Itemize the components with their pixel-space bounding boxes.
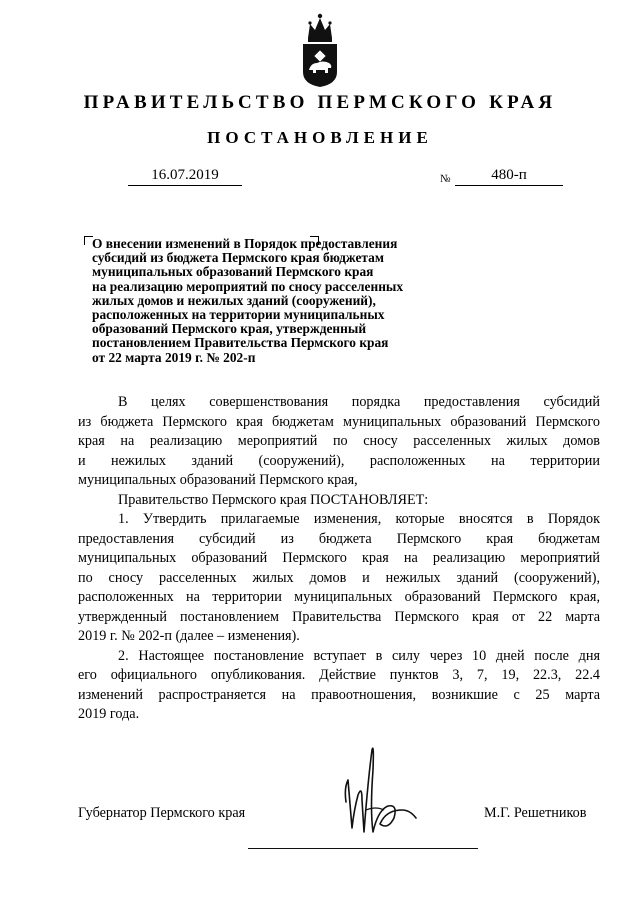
title-line: субсидий из бюджета Пермского края бюджетам	[92, 250, 384, 266]
handwritten-signature	[318, 740, 428, 860]
document-body	[78, 393, 600, 725]
paragraph-preamble	[78, 393, 600, 491]
body-line: 2. Настоящее постановление вступает в силу через 10 дней после дня	[118, 647, 600, 664]
title-line: образований Пермского края, утвержденный	[92, 321, 367, 337]
body-line: предоставления субсидий из бюджета Пермского края бюджетам	[78, 530, 600, 547]
signatory-name: М.Г. Решетников	[484, 805, 587, 821]
document-type: ПОСТАНОВЛЕНИЕ	[207, 128, 433, 147]
paragraph-resolves	[78, 491, 600, 511]
body-line: края на реализацию мероприятий по сносу расселенных жилых домов	[78, 433, 600, 449]
title-line: жилых домов и нежилых зданий (сооружений),	[92, 292, 376, 308]
body-line: по сносу расселенных жилых домов и нежилых зданий (сооружений),	[78, 569, 600, 586]
title-line: на реализацию мероприятий по сносу расселенных	[92, 278, 404, 294]
signatory-position: Губернатор Пермского края	[78, 805, 246, 821]
body-line: его официального опубликования. Действие пунктов 3, 7, 19, 22.3, 22.4	[78, 667, 600, 683]
number-sign: №	[440, 173, 451, 185]
government-name: ПРАВИТЕЛЬСТВО ПЕРМСКОГО КРАЯ	[83, 92, 557, 113]
body-line: расположенных на территории муниципальных образований Пермского края,	[78, 589, 600, 605]
body-line: муниципальных образований Пермского края на реализацию мероприятий	[78, 550, 600, 566]
body-line: и нежилых зданий (сооружений), расположенных на территории	[78, 452, 600, 469]
body-line: из бюджета Пермского края бюджетам муниципальных образований Пермского	[78, 413, 600, 430]
perm-krai-coat-of-arms-icon	[299, 8, 341, 88]
signature-line	[248, 848, 478, 849]
body-line: 2019 г. № 202-п (далее – изменения).	[78, 628, 300, 644]
body-line: муниципальных образований Пермского края,	[78, 472, 358, 488]
body-line: В целях совершенствования порядка предоставления субсидий	[118, 394, 600, 410]
body-line: изменений распространяется на правоотношения, возникшие с 25 марта	[78, 686, 600, 703]
body-line: Правительство Пермского края ПОСТАНОВЛЯЕТ:	[118, 491, 429, 508]
document-number: 480-п	[455, 167, 563, 186]
paragraph-item-2	[78, 647, 600, 725]
title-line: муниципальных образований Пермского края	[92, 264, 374, 280]
body-line: утвержденный постановлением Правительства Пермского края от 22 марта	[78, 608, 600, 625]
document-title	[92, 237, 452, 365]
title-line: от 22 марта 2019 г. № 202-п	[92, 349, 256, 365]
title-line: О внесении изменений в Порядок предоставления	[92, 236, 398, 251]
body-line: 2019 года.	[78, 706, 140, 722]
body-line: 1. Утвердить прилагаемые изменения, которые вносятся в Порядок	[118, 511, 600, 527]
paragraph-item-1	[78, 510, 600, 647]
title-line: постановлением Правительства Пермского края	[92, 335, 389, 351]
title-line: расположенных на территории муниципальных	[92, 307, 385, 323]
document-date: 16.07.2019	[128, 167, 242, 186]
